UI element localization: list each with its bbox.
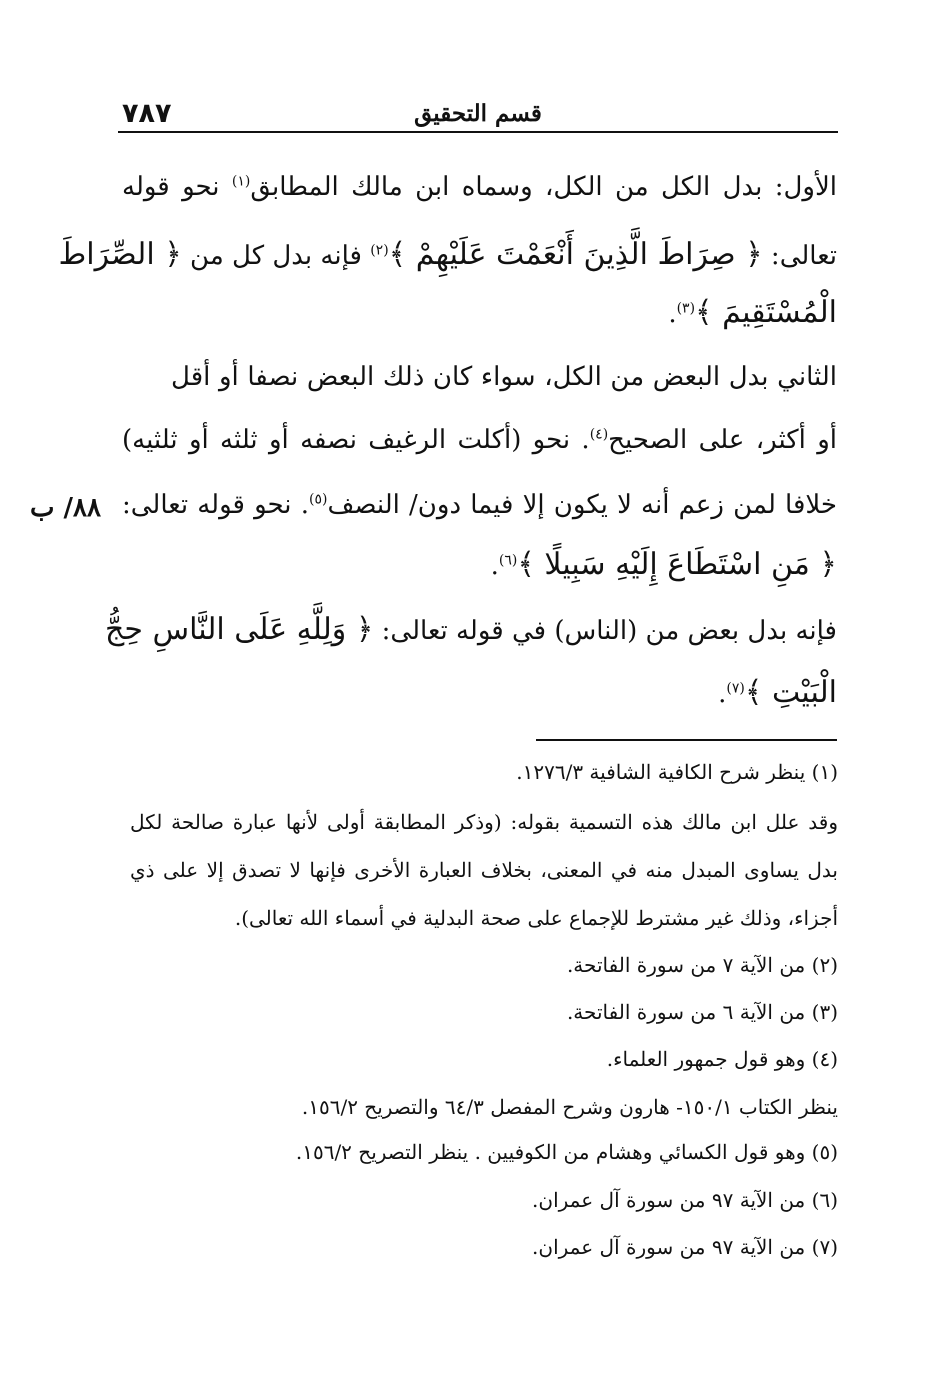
footnote-continuation: وقد علل ابن مالك هذه التسمية بقوله: (وذكر المطابقة أولى لأنها عبارة صالحة لكل: [130, 810, 838, 834]
quran-verse: ﴿ الصِّرَاطَ: [58, 237, 182, 272]
footnote: (٢) من الآية ٧ من سورة الفاتحة.: [566, 953, 838, 977]
footnote-continuation: أجزاء، وذلك غير مشترط للإجماع على صحة البدلية في أسماء الله تعالى).: [234, 906, 838, 930]
footnote-ref: (٢): [370, 242, 389, 259]
footnote: (٤) وهو قول جمهور العلماء.: [606, 1047, 838, 1071]
page-number: ٧٨٧: [122, 98, 172, 129]
quran-verse: الْمُسْتَقِيمَ ﴾: [695, 295, 837, 330]
text-line: الأول: بدل الكل من الكل، وسماه ابن مالك المطابق$^{(١)}$ نحو قوله: [122, 172, 837, 202]
text-line: الْبَيْتِ ﴾$^{(٧)}$.: [718, 675, 837, 710]
footnote-ref: (١): [231, 173, 251, 190]
footnote-ref: (٦): [498, 552, 518, 569]
footnote-ref: (٥): [308, 491, 328, 508]
manuscript-folio-marker: ٨٨/ ب: [30, 493, 101, 523]
text-line: فإنه بدل بعض من (الناس) في قوله تعالى: ﴿ وَلِلَّهِ عَلَى النَّاسِ حِجُّ: [105, 612, 837, 647]
quran-verse: ﴿ وَلِلَّهِ عَلَى النَّاسِ حِجُّ: [105, 612, 374, 647]
quran-verse: ﴿ مَنِ اسْتَطَاعَ إِلَيْهِ سَبِيلًا ﴾: [517, 547, 837, 582]
footnote: (٧) من الآية ٩٧ من سورة آل عمران.: [532, 1235, 838, 1259]
text-line: أو أكثر، على الصحيح$^{(٤)}$. نحو (أكلت الرغيف نصفه أو ثلثه أو ثلثيه): [122, 425, 837, 455]
text-line: الْمُسْتَقِيمَ ﴾$^{(٣)}$.: [668, 295, 837, 330]
quran-verse: ﴿ صِرَاطَ الَّذِينَ أَنْعَمْتَ عَلَيْهِمْ ﴾: [388, 237, 763, 272]
footnote-ref: (٣): [676, 300, 696, 317]
page-header: [118, 96, 838, 134]
text-line: خلافا لمن زعم أنه لا يكون إلا فيما دون/ النصف$^{(٥)}$. نحو قوله تعالى:: [122, 490, 837, 520]
header-rule: [118, 131, 838, 133]
footnote-separator: [536, 739, 837, 741]
footnote: (٣) من الآية ٦ من سورة الفاتحة.: [566, 1000, 838, 1024]
footnote: (٦) من الآية ٩٧ من سورة آل عمران.: [532, 1188, 838, 1212]
text-line: الثاني بدل البعض من الكل، سواء كان ذلك البعض نصفا أو أقل: [171, 362, 837, 392]
footnote-ref: (٤): [589, 426, 609, 443]
text-line: تعالى: ﴿ صِرَاطَ الَّذِينَ أَنْعَمْتَ عَلَيْهِمْ ﴾$^{(٢)}$ فإنه بدل كل من ﴿ الصِّرَاطَ: [58, 237, 837, 272]
text-line: ﴿ مَنِ اسْتَطَاعَ إِلَيْهِ سَبِيلًا ﴾$^{(٦)}$.: [490, 547, 837, 582]
footnote: (٥) وهو قول الكسائي وهشام من الكوفيين . ينظر التصريح ١٥٦/٢.: [295, 1140, 838, 1164]
footnote-continuation: بدل يساوى المبدل منه في المعنى، بخلاف العبارة الأخرى فإنها لا تصدق إلا على ذي: [130, 858, 839, 882]
footnote: (١) ينظر شرح الكافية الشافية ١٢٧٦/٣.: [516, 760, 838, 784]
quran-verse: الْبَيْتِ ﴾: [744, 675, 837, 710]
footnote-continuation: ينظر الكتاب ١٥٠/١- هارون وشرح المفصل ٦٤/٣ والتصريح ١٥٦/٢.: [301, 1095, 838, 1119]
running-title: قسم التحقيق: [414, 100, 542, 127]
footnote-ref: (٧): [726, 680, 745, 697]
